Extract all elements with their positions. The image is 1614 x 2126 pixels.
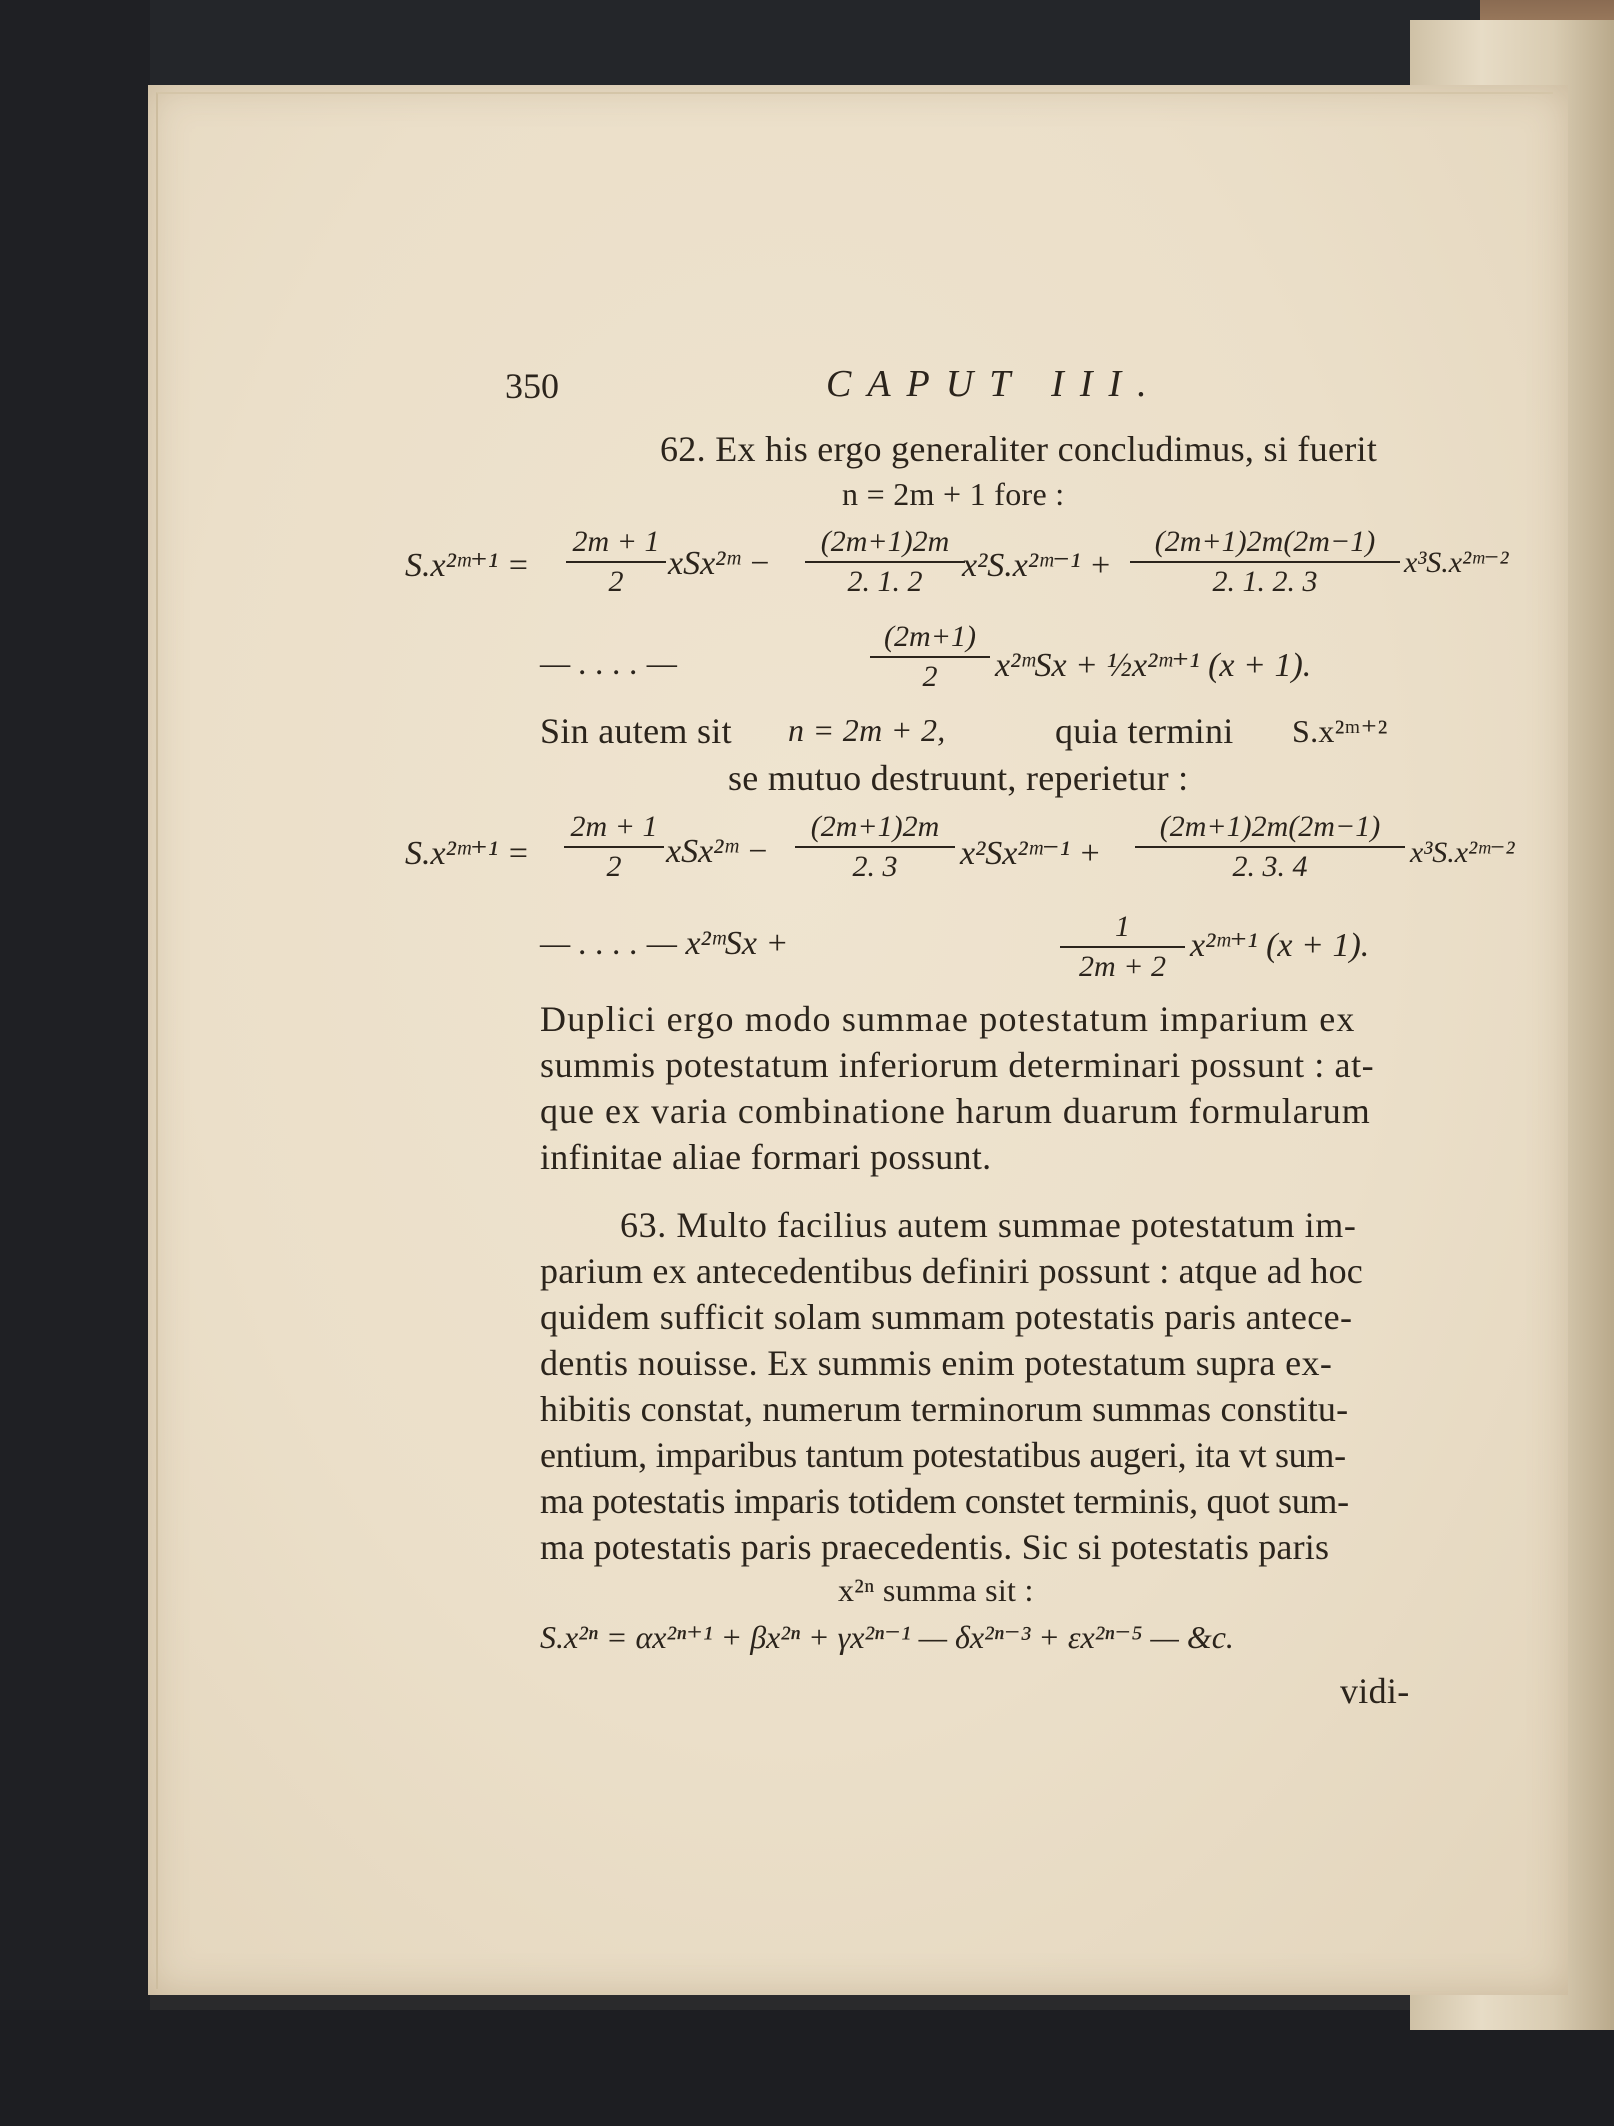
formula2-line2-a: — . . . . — x²ᵐSx +: [540, 925, 789, 962]
formula2-fraction3: [1135, 810, 1405, 884]
section62-line3d: S.x²ᵐ⁺²: [1292, 713, 1388, 749]
section62-line3a: Sin autem sit: [540, 711, 732, 751]
formula1-frac2-num: (2m+1)2m: [805, 525, 965, 563]
formula1-line2-b: x²ᵐSx + ½x²ᵐ⁺¹ (x + 1).: [995, 647, 1312, 684]
formula2-frac2-den: 2. 3: [852, 850, 898, 883]
formula2-frac2-num: (2m+1)2m: [795, 810, 955, 848]
formula1-frac1-den: 2: [608, 565, 624, 598]
formula1-frac3-num: (2m+1)2m(2m−1): [1130, 525, 1400, 563]
section63-line-3: quidem sufficit solam summam potestatis paris antece-: [540, 1297, 1353, 1337]
formula1-term2: x²S.x²ᵐ⁻¹ +: [962, 547, 1112, 584]
formula2-term3: x³S.x²ᵐ⁻²: [1410, 836, 1515, 869]
formula2-term1: xSx²ᵐ −: [666, 833, 769, 870]
section62-line3b: n = 2m + 2,: [788, 712, 946, 748]
section63-line-center: x²ⁿ summa sit :: [838, 1572, 1034, 1608]
formula2-frac1-num: 2m + 1: [564, 810, 664, 848]
formula1-term1: xSx²ᵐ −: [668, 545, 771, 582]
formula2-fraction4: [1060, 910, 1185, 984]
section62-para-line-2: summis potestatum inferiorum determinari possunt : at-: [540, 1045, 1375, 1085]
section62-para-line-4: infinitae aliae formari possunt.: [540, 1137, 992, 1177]
formula2-frac3-den: 2. 3. 4: [1232, 850, 1308, 883]
formula2-frac4-num: 1: [1060, 910, 1185, 948]
catchword: vidi-: [1340, 1671, 1410, 1711]
formula2-frac1-den: 2: [606, 850, 622, 883]
formula2-fraction1: [564, 810, 664, 884]
section63-line-6: entium, imparibus tantum potestatibus augeri, ita vt sum-: [540, 1435, 1346, 1475]
section62-line1: 62. Ex his ergo generaliter concludimus, si fuerit: [660, 429, 1378, 469]
formula1-line2-a: — . . . . —: [540, 645, 677, 682]
formula2-fraction2: [795, 810, 955, 884]
section62-para-line-1: Duplici ergo modo summae potestatum imparium ex: [540, 999, 1356, 1039]
section63-line-1: 63. Multo facilius autem summae potestatum im-: [620, 1205, 1357, 1245]
formula2-line2-b: x²ᵐ⁺¹ (x + 1).: [1190, 927, 1370, 964]
formula1-fraction3: [1130, 525, 1400, 599]
formula1-fraction2: [805, 525, 965, 599]
section63-line-4: dentis nouisse. Ex summis enim potestatum supra ex-: [540, 1343, 1333, 1383]
formula1-frac1-num: 2m + 1: [566, 525, 666, 563]
formula1-frac4-num: (2m+1): [870, 620, 990, 658]
page-number: 350: [505, 366, 559, 406]
formula1-fraction4: [870, 620, 990, 694]
section62-para-line-3: que ex varia combinatione harum duarum formularum: [540, 1091, 1371, 1131]
formula1-term3: x³S.x²ᵐ⁻²: [1404, 546, 1509, 579]
section62-line2: n = 2m + 1 fore :: [842, 476, 1065, 512]
formula2-lhs: S.x²ᵐ⁺¹ =: [405, 835, 530, 872]
section63-formula: S.x²ⁿ = αx²ⁿ⁺¹ + βx²ⁿ + γx²ⁿ⁻¹ — δx²ⁿ⁻³ + εx²ⁿ⁻⁵ — &c.: [540, 1619, 1234, 1655]
formula1-frac2-den: 2. 1. 2: [847, 565, 923, 598]
formula1-lhs: S.x²ᵐ⁺¹ =: [405, 547, 530, 584]
formula2-frac4-den: 2m + 2: [1079, 950, 1166, 983]
section63-line-2: parium ex antecedentibus definiri possunt : atque ad hoc: [540, 1251, 1363, 1291]
section63-line-8: ma potestatis paris praecedentis. Sic si potestatis paris: [540, 1527, 1330, 1567]
formula1-frac4-den: 2: [922, 660, 938, 693]
formula2-frac3-num: (2m+1)2m(2m−1): [1135, 810, 1405, 848]
chapter-title: CAPUT III.: [826, 363, 1163, 405]
section63-line-5: hibitis constat, numerum terminorum summas constitu-: [540, 1389, 1349, 1429]
formula1-fraction1: [566, 525, 666, 599]
section62-line3c: quia termini: [1055, 711, 1234, 751]
formula1-frac3-den: 2. 1. 2. 3: [1212, 565, 1318, 598]
formula2-term2: x²Sx²ᵐ⁻¹ +: [960, 835, 1102, 872]
section62-line4: se mutuo destruunt, reperietur :: [728, 758, 1189, 798]
section63-line-7: ma potestatis imparis totidem constet terminis, quot sum-: [540, 1481, 1349, 1521]
